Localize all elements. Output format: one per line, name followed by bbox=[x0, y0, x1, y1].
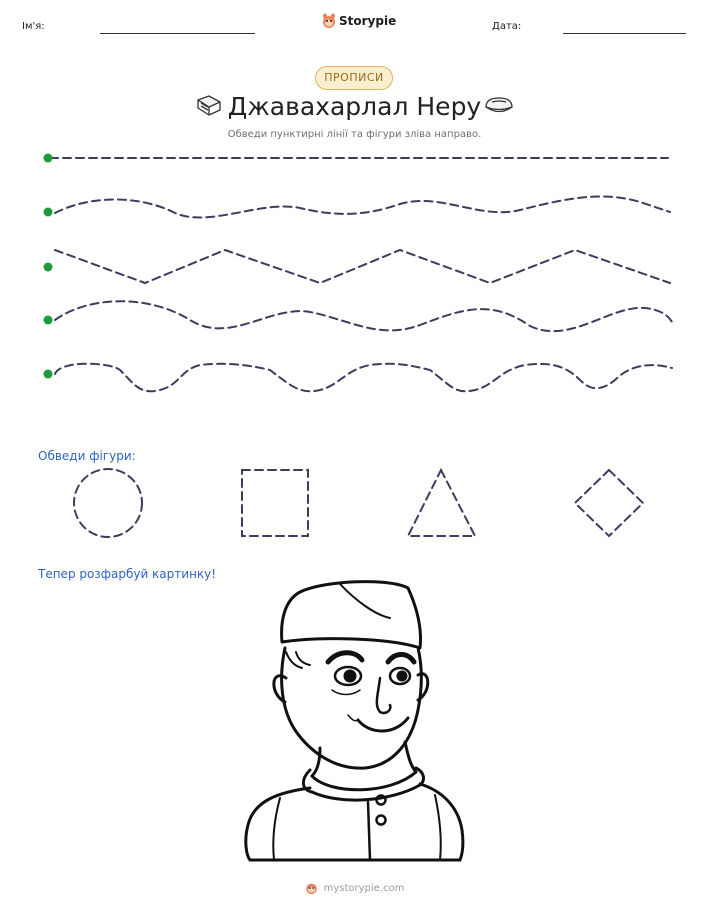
start-dot bbox=[44, 208, 53, 217]
date-label: Дата: bbox=[492, 21, 522, 32]
brand-name: Storypie bbox=[339, 14, 397, 28]
start-dot bbox=[44, 370, 53, 379]
category-badge: ПРОПИСИ bbox=[315, 66, 393, 90]
start-dot bbox=[44, 263, 53, 272]
shape-square[interactable] bbox=[242, 470, 308, 536]
tracing-lines bbox=[0, 140, 709, 400]
date-field[interactable] bbox=[563, 33, 686, 34]
page-title: Джавахарлал Неру bbox=[227, 92, 482, 121]
tracing-line-bumps[interactable] bbox=[55, 364, 672, 392]
storypie-mascot-icon bbox=[322, 13, 336, 29]
shape-circle[interactable] bbox=[74, 469, 142, 537]
instructions: Обведи пунктирні лінії та фігури зліва направо. bbox=[227, 129, 482, 140]
start-dot bbox=[44, 316, 53, 325]
tracing-line-wave-2[interactable] bbox=[55, 301, 672, 331]
nehru-coloring-illustration[interactable] bbox=[240, 570, 466, 865]
name-field[interactable] bbox=[100, 33, 255, 34]
tracing-line-wave[interactable] bbox=[55, 197, 670, 218]
coloring-heading: Тепер розфарбуй картинку! bbox=[38, 567, 217, 581]
footer bbox=[0, 881, 709, 895]
footer-url[interactable]: mystorypie.com bbox=[323, 882, 405, 894]
tracing-shapes bbox=[0, 460, 709, 550]
storypie-mascot-icon bbox=[305, 881, 318, 895]
start-dot bbox=[44, 154, 53, 163]
cap-icon bbox=[482, 94, 516, 116]
shapes-heading: Обведи фігури: bbox=[38, 449, 136, 463]
tracing-line-zigzag[interactable] bbox=[55, 250, 670, 283]
shape-triangle[interactable] bbox=[408, 470, 475, 536]
brand-logo bbox=[322, 13, 396, 29]
name-label: Ім'я: bbox=[22, 21, 45, 32]
shape-diamond[interactable] bbox=[575, 470, 643, 536]
